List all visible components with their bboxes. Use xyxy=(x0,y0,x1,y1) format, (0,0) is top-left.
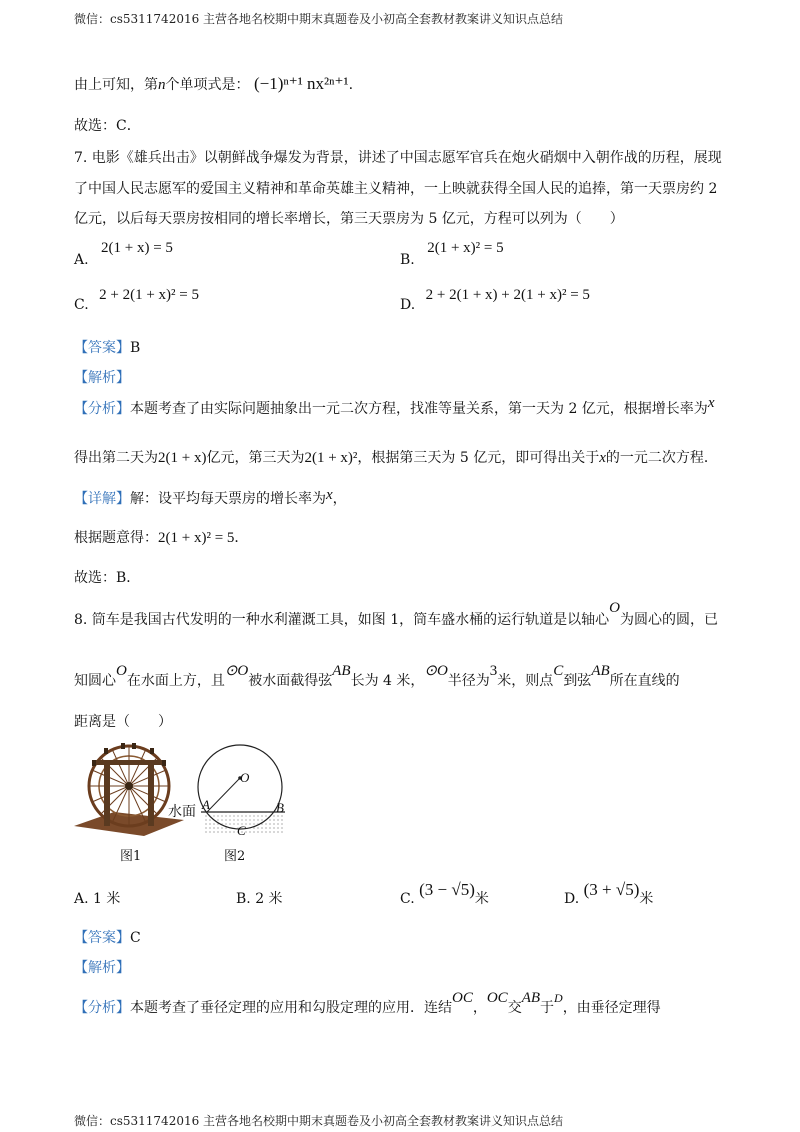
detail-text: 解：设平均每天票房的增长率为 xyxy=(130,491,326,507)
option-text: 2 米 xyxy=(255,891,283,907)
figure-2-label: 图2 xyxy=(224,849,246,864)
option-formula: 2(1 + x)² = 5 xyxy=(427,240,504,256)
q8-stem-line2 xyxy=(74,663,680,690)
var-x: x xyxy=(599,450,606,466)
answer-value: B xyxy=(130,340,141,356)
fenxi-text: 本题考查了由实际问题抽象出一元二次方程，找准等量关系，第一天为 2 亿元，根据增长率为 xyxy=(130,401,708,417)
answer-tag: 【答案】 xyxy=(74,930,130,946)
fenxi-tag: 【分析】 xyxy=(74,1000,130,1016)
figure-1-label: 图1 xyxy=(120,849,142,864)
text-segment: 米，则点 xyxy=(497,673,554,689)
text-segment: 长为 4 米， xyxy=(350,673,425,689)
q8-option-a xyxy=(74,888,120,908)
option-label: C. xyxy=(74,297,89,313)
text-segment: 的一元二次方程． xyxy=(605,450,718,466)
q7-fenxi-line2 xyxy=(74,447,718,467)
option-formula: 2 + 2(1 + x)² = 5 xyxy=(99,287,199,303)
option-label: A. xyxy=(74,891,89,907)
page-header: 微信：cs5311742016 主营各地名校期中期末真题卷及小初高全套教材教案讲义知识点总结 xyxy=(74,12,564,26)
option-label: A. xyxy=(74,252,89,268)
q7-stem-line2: 了中国人民志愿军的爱国主义精神和革命英雄主义精神，一上映就获得全国人民的追捧，第一天票房约 2 xyxy=(74,181,718,197)
text-segment: ，由垂径定理得 xyxy=(562,1000,661,1016)
intro-suffix: 个单项式是： xyxy=(165,77,250,93)
option-label: C. xyxy=(400,891,415,907)
answer-value: C xyxy=(130,930,141,946)
point-o-label: O xyxy=(240,770,250,785)
text-segment: 被水面截得弦 xyxy=(248,673,333,689)
option-label: B. xyxy=(400,252,415,268)
point-b-label: B xyxy=(276,800,284,815)
point-a-label: A xyxy=(202,797,210,812)
point-c-label: C xyxy=(237,823,246,838)
q7-equation-line xyxy=(74,527,248,547)
q7-answer xyxy=(74,337,140,357)
q7-option-c xyxy=(74,287,199,313)
q8-stem-line3: 距离是（ ） xyxy=(74,714,172,730)
option-unit: 米 xyxy=(639,891,654,907)
q7-fenxi-line xyxy=(74,395,715,418)
chord-ab: AB xyxy=(591,663,610,679)
q7-option-d xyxy=(400,287,590,313)
text-segment: 得出第二天为 xyxy=(74,450,158,466)
formula-segment: 2(1 + x) xyxy=(158,450,207,466)
q8-option-d xyxy=(564,880,654,907)
var-x: x xyxy=(326,487,333,503)
point-c: C xyxy=(553,663,564,679)
intro-prefix: 由上可知，第 xyxy=(74,77,158,93)
point-o: O xyxy=(116,663,127,679)
intro-line xyxy=(74,74,353,94)
option-label: D. xyxy=(564,891,580,907)
q8-analysis-tag: 【解析】 xyxy=(74,960,130,976)
segment-oc: OC xyxy=(486,990,508,1006)
text-segment: ，根据第三天为 5 亿元，即可得出关于 xyxy=(357,450,600,466)
q8-fenxi-line xyxy=(74,990,661,1017)
text-segment: 半径为 xyxy=(447,673,490,689)
q8-answer xyxy=(74,927,141,947)
page-footer: 微信：cs5311742016 主营各地名校期中期末真题卷及小初高全套教材教案讲义知识点总结 xyxy=(74,1114,564,1128)
intro-end: . xyxy=(348,77,354,93)
circle-o: ⊙O xyxy=(224,663,249,679)
q8-stem-line1 xyxy=(74,600,719,629)
eq-formula: 2(1 + x)² = 5 xyxy=(158,530,235,546)
option-label: B. xyxy=(236,891,251,907)
text-segment: 交 xyxy=(507,1000,522,1016)
point-d: D xyxy=(554,991,563,1005)
q7-analysis-tag: 【解析】 xyxy=(74,370,130,386)
q7-choice: 故选：B． xyxy=(74,570,141,586)
chord-ab: AB xyxy=(332,663,351,679)
formula-segment: 2(1 + x)² xyxy=(304,450,358,466)
water-surface-label: 水面 xyxy=(168,804,196,820)
text-segment: 8. 筒车是我国古代发明的一种水利灌溉工具，如图 1，筒车盛水桶的运行轨道是以轴心 xyxy=(74,612,610,628)
q8-option-c xyxy=(400,880,489,907)
option-formula: (3 − √5) xyxy=(419,880,475,899)
option-formula: 2(1 + x) = 5 xyxy=(101,240,173,256)
q8-option-b xyxy=(236,888,283,908)
text-segment: 亿元，第三天为 xyxy=(206,450,305,466)
q7-detail-line xyxy=(74,488,347,508)
q7-option-a xyxy=(74,240,173,268)
option-unit: 米 xyxy=(474,891,489,907)
text-segment: 知圆心 xyxy=(74,673,116,689)
text-segment: ， xyxy=(472,1000,487,1016)
intro-formula: (−1)ⁿ⁺¹ nx²ⁿ⁺¹ xyxy=(253,74,349,93)
option-text: 1 米 xyxy=(93,891,121,907)
q6-choice: 故选：C． xyxy=(74,118,141,134)
segment-oc: OC xyxy=(452,990,473,1006)
q7-stem-line3: 亿元，以后每天票房按相同的增长率增长，第三天票房为 5 亿元，方程可以列为（ ） xyxy=(74,211,624,227)
text-segment: 到弦 xyxy=(563,673,592,689)
text-segment: 所在直线的 xyxy=(609,673,680,689)
detail-end: ， xyxy=(332,491,347,507)
circle-o: ⊙O xyxy=(424,663,448,679)
detail-tag: 【详解】 xyxy=(74,491,130,507)
text-segment: 于 xyxy=(540,1000,555,1016)
q7-option-b xyxy=(400,240,504,268)
option-formula: (3 + √5) xyxy=(583,880,640,899)
eq-end: ． xyxy=(234,530,249,546)
var-x: x xyxy=(707,395,715,411)
answer-tag: 【答案】 xyxy=(74,340,130,356)
q7-stem-line1: 7. 电影《雄兵出击》以朝鲜战争爆发为背景，讲述了中国志愿军官兵在炮火硝烟中入朝作战的历程，展现 xyxy=(74,150,722,166)
fenxi-tag: 【分析】 xyxy=(74,401,130,417)
option-formula: 2 + 2(1 + x) + 2(1 + x)² = 5 xyxy=(425,287,590,303)
eq-prefix: 根据题意得： xyxy=(74,530,158,546)
text-segment: 本题考查了垂径定理的应用和勾股定理的应用．连结 xyxy=(130,1000,452,1016)
var-n: n xyxy=(158,77,166,93)
radius-value: 3 xyxy=(489,663,498,679)
option-label: D. xyxy=(400,297,416,313)
circle-diagram xyxy=(165,735,295,845)
text-segment: 为圆心的圆，已 xyxy=(620,612,719,628)
text-segment: 在水面上方，且 xyxy=(126,673,225,689)
chord-ab: AB xyxy=(521,990,541,1006)
point-o: O xyxy=(609,600,621,616)
